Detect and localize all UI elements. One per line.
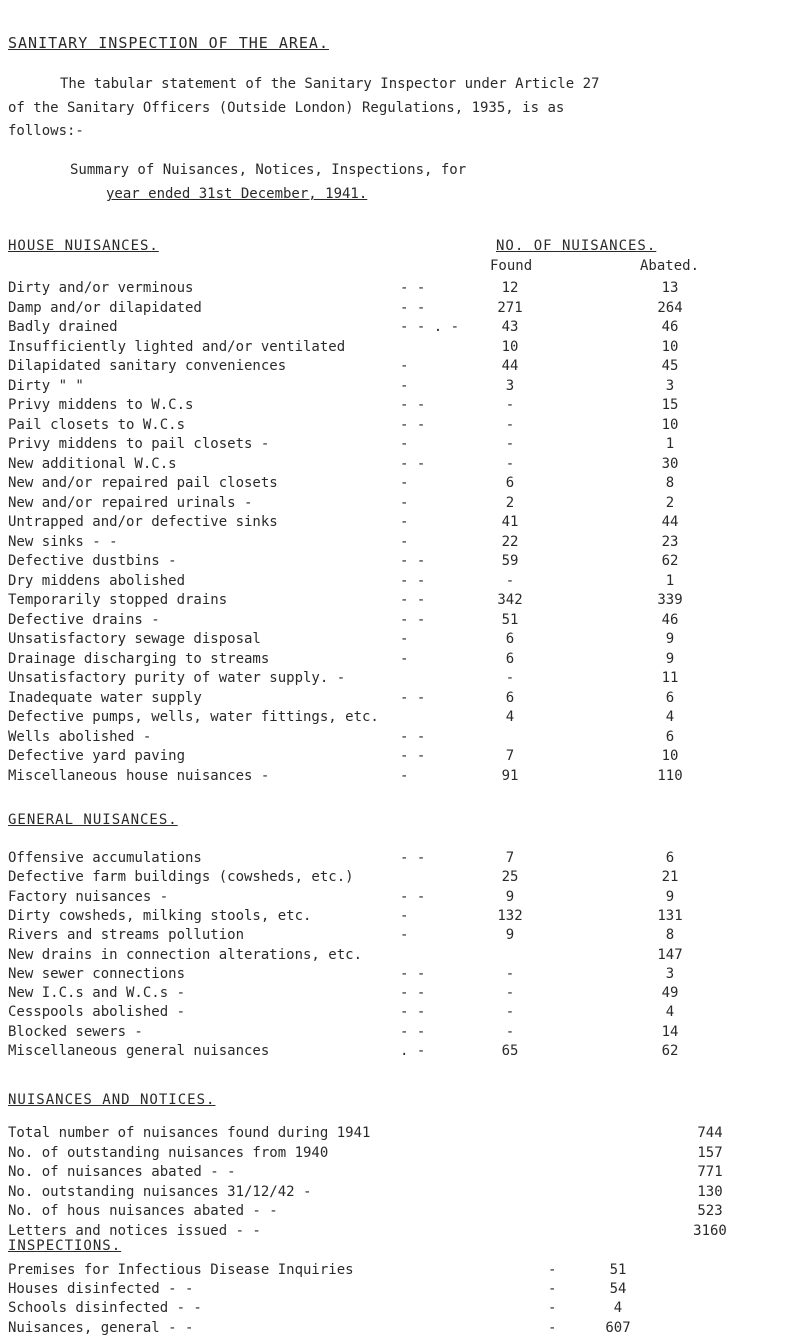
found-value: - [505,455,515,472]
abated-value: 3 [665,965,675,982]
row-dashes: - - [400,1023,426,1040]
found-value: 44 [501,358,519,374]
table-row [0,1043,800,1063]
row-dashes: - - [400,397,426,413]
row-label: Houses disinfected - - [8,1281,194,1298]
row-label: New drains in connection alterations, etc. [8,946,363,963]
row-label: Dirty and/or verminous [8,280,194,296]
row-label: Damp and/or dilapidated [8,299,202,316]
table-row [0,1024,800,1044]
table-row [0,1203,800,1223]
row-label: Badly drained [8,319,118,335]
row-label: Premises for Infectious Disease Inquiries [8,1262,354,1278]
table-row [0,985,800,1005]
table-row [0,553,800,573]
found-value: 6 [505,650,515,667]
row-dashes: - [400,377,409,394]
table-row [0,631,800,651]
row-label: Temporarily stopped drains [8,592,228,608]
row-label: Defective yard paving [8,748,186,764]
found-value: 6 [505,475,515,491]
abated-value: 339 [657,592,683,608]
row-dashes: - - [400,611,426,628]
table-row [0,612,800,632]
abated-value: 49 [661,985,679,1002]
row-dashes: - - [400,416,426,433]
found-value: 342 [497,592,523,608]
row-value: 607 [605,1319,631,1336]
row-dashes: - - [400,592,426,608]
abated-value: 8 [665,927,675,944]
abated-value: 8 [665,475,675,491]
page-title: SANITARY INSPECTION OF THE AREA. [8,34,329,52]
abated-value: 6 [665,728,675,745]
row-label: Untrapped and/or defective sinks [8,514,278,530]
row-dashes: - - [400,888,426,905]
found-value: 65 [501,1043,519,1059]
row-label: New additional W.C.s [8,455,177,472]
house-nuisances-heading: HOUSE NUISANCES. [8,238,159,254]
found-value: 12 [501,280,519,296]
table-row [0,869,800,889]
row-label: No. of hous nuisances abated - - [8,1203,278,1220]
table-row [0,573,800,593]
abated-value: 62 [661,1043,679,1059]
row-value: 771 [697,1164,723,1181]
found-value: 25 [501,869,519,886]
table-row [0,436,800,456]
row-label: Nuisances, general - - [8,1319,194,1336]
row-dashes: - [400,767,409,784]
row-value: 3160 [693,1223,727,1239]
row-dashes: - [400,650,409,667]
row-label: Dirty " " [8,377,84,394]
row-value: 744 [697,1125,723,1141]
row-label: Dry middens abolished [8,572,186,589]
row-dashes: - - [400,850,426,866]
table-row [0,456,800,476]
found-value: 22 [501,533,519,550]
abated-value: 3 [665,377,675,394]
intro-line-3: follows:- [8,123,84,139]
found-value: 9 [505,888,515,905]
row-dashes: - - [400,553,426,569]
found-value: - [505,416,515,433]
row-label: Miscellaneous general nuisances [8,1043,270,1059]
row-label: Insufficiently lighted and/or ventilated [8,338,346,355]
row-label: Privy middens to pail closets - [8,436,270,452]
table-row [0,397,800,417]
abated-value: 9 [665,650,675,667]
row-label: Dirty cowsheds, milking stools, etc. [8,907,312,924]
table-row [0,1262,800,1282]
row-value: 51 [609,1262,627,1278]
row-dashes: - [548,1300,557,1317]
table-row [0,690,800,710]
table-row [0,927,800,947]
row-value: 4 [613,1300,623,1317]
table-row [0,748,800,768]
abated-value: 10 [661,748,679,764]
row-label: No. outstanding nuisances 31/12/42 - [8,1183,312,1200]
row-label: Miscellaneous house nuisances - [8,767,270,784]
table-row [0,514,800,534]
abated-value: 6 [665,850,675,866]
row-label: New I.C.s and W.C.s - [8,985,186,1002]
row-dashes: - [400,436,409,452]
table-row [0,1125,800,1145]
found-value: 9 [505,927,515,944]
row-label: Schools disinfected - - [8,1300,202,1317]
row-dashes: - [400,514,409,530]
found-value: 7 [505,850,515,866]
table-row [0,1004,800,1024]
abated-value: 14 [661,1023,679,1040]
table-row [0,300,800,320]
row-dashes: - - [400,572,426,589]
row-label: Factory nuisances - [8,888,169,905]
row-dashes: - - [400,299,426,316]
row-label: Rivers and streams pollution [8,927,245,944]
row-label: Drainage discharging to streams [8,650,270,667]
table-row [0,729,800,749]
row-value: 130 [697,1183,723,1200]
row-label: Wells abolished - [8,728,152,745]
found-value: 3 [505,377,515,394]
col-abated-heading: Abated. [640,258,700,274]
found-value: - [505,397,515,413]
abated-value: 44 [661,514,679,530]
found-value: - [505,1023,515,1040]
row-label: Privy middens to W.C.s [8,397,194,413]
row-dashes: - - [400,689,426,706]
table-row [0,1164,800,1184]
abated-value: 62 [661,553,679,569]
row-dashes: - - [400,280,426,296]
abated-value: 13 [661,280,679,296]
abated-value: 9 [665,888,675,905]
row-label: Unsatisfactory sewage disposal [8,631,261,647]
found-value: 91 [501,767,519,784]
row-label: Defective farm buildings (cowsheds, etc.) [8,869,354,886]
abated-value: 30 [661,455,679,472]
row-label: Dilapidated sanitary conveniences [8,358,287,374]
row-dashes: - [400,494,409,511]
table-row [0,475,800,495]
row-label: Inadequate water supply [8,689,202,706]
found-value: 6 [505,689,515,706]
row-dashes: - [400,533,409,550]
abated-value: 11 [661,670,679,686]
found-value: - [505,670,515,686]
abated-value: 1 [665,572,675,589]
abated-value: 1 [665,436,675,452]
row-label: Letters and notices issued - - [8,1223,261,1239]
row-dashes: - - [400,455,426,472]
row-label: No. of outstanding nuisances from 1940 [8,1144,329,1161]
table-row [0,850,800,870]
row-label: Offensive accumulations [8,850,202,866]
row-dashes: - [548,1281,557,1298]
abated-value: 110 [657,767,683,784]
found-value: 2 [505,494,515,511]
abated-value: 21 [661,869,679,886]
found-value: 6 [505,631,515,647]
found-value: - [505,965,515,982]
row-dashes: - [400,358,409,374]
row-dashes: - - . - [400,319,460,335]
abated-value: 46 [661,611,679,628]
table-row [0,358,800,378]
table-row [0,495,800,515]
general-nuisances-heading: GENERAL NUISANCES. [8,812,178,828]
table-row [0,280,800,300]
abated-value: 4 [665,1004,675,1021]
inspections-heading: INSPECTIONS. [8,1238,122,1254]
col-group-heading: NO. OF NUISANCES. [496,238,657,254]
table-row [0,1300,800,1320]
row-dashes: - [548,1262,557,1278]
abated-value: 23 [661,533,679,550]
table-row [0,378,800,398]
intro-line-1: The tabular statement of the Sanitary Inspector under Article 27 [60,76,600,92]
row-dashes: - [400,907,409,924]
row-label: New and/or repaired pail closets [8,475,278,491]
found-value: - [505,436,515,452]
row-label: Pail closets to W.C.s [8,416,186,433]
found-value: 7 [505,748,515,764]
table-row [0,889,800,909]
abated-value: 4 [665,709,675,725]
row-value: 523 [697,1203,723,1220]
table-row [0,1145,800,1165]
nuisances-notices-heading: NUISANCES AND NOTICES. [8,1092,216,1108]
row-dashes: - - [400,748,426,764]
row-dashes: - - [400,1004,426,1021]
found-value: 132 [497,907,523,924]
found-value: - [505,572,515,589]
table-row [0,768,800,788]
row-label: New sinks - - [8,533,118,550]
row-label: Unsatisfactory purity of water supply. - [8,670,346,686]
row-dashes: - - [400,728,426,745]
row-dashes: - [400,631,409,647]
row-label: Total number of nuisances found during 1941 [8,1125,371,1141]
found-value: 43 [501,319,519,335]
abated-value: 147 [657,946,683,963]
abated-value: 10 [661,338,679,355]
found-value: 4 [505,709,515,725]
abated-value: 46 [661,319,679,335]
table-row [0,319,800,339]
table-row [0,592,800,612]
row-label: Defective pumps, wells, water fittings, etc. [8,709,379,725]
found-value: 271 [497,299,523,316]
found-value: 51 [501,611,519,628]
table-row [0,966,800,986]
row-dashes: - [400,475,409,491]
table-row [0,709,800,729]
row-label: Blocked sewers - [8,1023,143,1040]
table-row [0,908,800,928]
row-dashes: . - [400,1043,426,1059]
row-dashes: - - [400,985,426,1002]
table-row [0,670,800,690]
abated-value: 6 [665,689,675,706]
row-value: 54 [609,1281,627,1298]
table-row [0,1184,800,1204]
abated-value: 15 [661,397,679,413]
row-value: 157 [697,1144,723,1161]
row-dashes: - - [400,965,426,982]
row-label: Defective drains - [8,611,160,628]
abated-value: 2 [665,494,675,511]
table-row [0,651,800,671]
table-row [0,947,800,967]
row-label: Defective dustbins - [8,553,177,569]
table-row [0,417,800,437]
abated-value: 45 [661,358,679,374]
row-label: No. of nuisances abated - - [8,1164,236,1181]
table-row [0,1281,800,1301]
intro-line-2: of the Sanitary Officers (Outside London) Regulations, 1935, is as [8,100,565,116]
summary-line-2: year ended 31st December, 1941. [106,186,368,202]
row-label: New sewer connections [8,965,186,982]
found-value: 41 [501,514,519,530]
summary-line-1: Summary of Nuisances, Notices, Inspections, for [70,162,467,178]
row-label: New and/or repaired urinals - [8,494,253,511]
abated-value: 10 [661,416,679,433]
found-value: - [505,985,515,1002]
col-found-heading: Found [490,258,533,274]
row-label: Cesspools abolished - [8,1004,186,1021]
table-row [0,1320,800,1340]
abated-value: 264 [657,299,683,316]
table-row [0,534,800,554]
row-dashes: - [400,927,409,944]
found-value: 59 [501,553,519,569]
found-value: - [505,1004,515,1021]
abated-value: 9 [665,631,675,647]
found-value: 10 [501,338,519,355]
abated-value: 131 [657,907,683,924]
row-dashes: - [548,1319,557,1336]
table-row [0,339,800,359]
